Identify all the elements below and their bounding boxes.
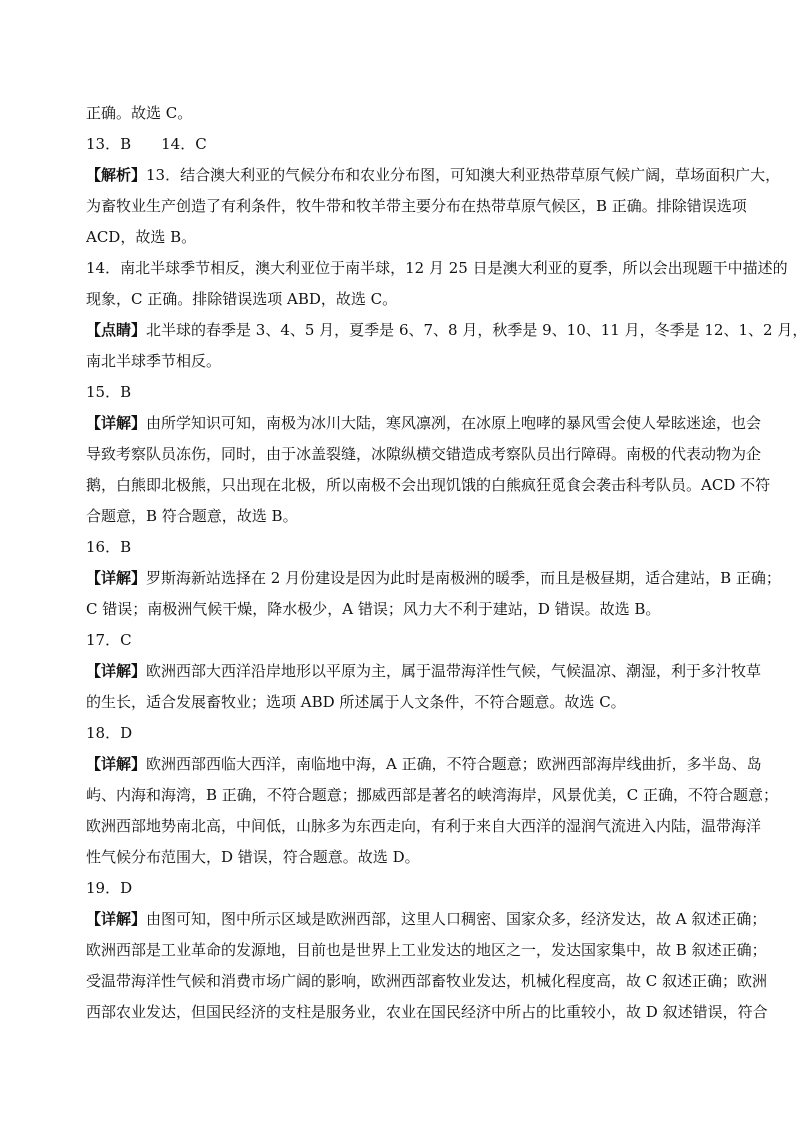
tip-line [86,315,807,346]
detail-line [86,749,762,780]
line-text: C 错误；南极洲气候干燥，降水极少，A 错误；风力大不利于建站，D 错误。故选 B。 [86,600,661,618]
line-text: 17．C [86,631,132,649]
line-text: 现象，C 正确。排除错误选项 ABD，故选 C。 [86,290,398,308]
line-text: 的生长，适合发展畜牧业；选项 ABD 所述属于人文条件，不符合题意。故选 C。 [86,693,626,711]
line-text: 合题意，B 符合题意，故选 B。 [86,507,298,525]
line-text: 欧洲西部是工业革命的发源地，目前也是世界上工业发达的地区之一，发达国家集中，故 B 叙述正确； [86,941,767,959]
detail-line [86,563,781,594]
line-text: 14．南北半球季节相反，澳大利亚位于南半球，12 月 25 日是澳大利亚的夏季，所以会出现题干中描述的 [86,259,788,277]
line-text: 13．B 14．C [86,135,207,153]
answer-line-15 [86,377,726,408]
section-tag: 【详解】 [86,569,147,587]
line-text: 屿、内海和海湾，B 正确，不符合题意；挪威西部是著名的峡湾海岸，风景优美，C 正确，不符合题意； [86,786,779,804]
line-text: 南北半球季节相反。 [86,352,222,370]
line-text: 北半球的春季是 3、4、5 月，夏季是 6、7、8 月，秋季是 9、10、11 月，冬季是 12、1、2 月， [146,321,807,339]
text-line [86,966,768,997]
section-tag: 【详解】 [86,662,147,680]
text-line [86,284,726,315]
answer-line-18 [86,718,726,749]
section-tag: 【解析】 [86,166,147,184]
section-tag: 【点睛】 [86,321,147,339]
text-line [86,842,726,873]
line-text: 由图可知，图中所示区域是欧洲西部，这里人口稠密、国家众多，经济发达，故 A 叙述正确； [146,910,767,928]
line-text: 导致考察队员冻伤，同时，由于冰盖裂缝，冰隙纵横交错造成考察队员出行障碍。南极的代表动物为企 [86,445,762,463]
line-text: 鹅，白熊即北极熊，只出现在北极，所以南极不会出现饥饿的白熊疯狂觅食会袭击科考队员。ACD 不符 [86,476,771,494]
detail-line [86,656,762,687]
line-text: 欧洲西部西临大西洋，南临地中海，A 正确，不符合题意；欧洲西部海岸线曲折，多半岛、岛 [146,755,762,773]
text-line [86,439,762,470]
line-text: 欧洲西部地势南北高，中间低，山脉多为东西走向，有利于来自大西洋的湿润气流进入内陆，温带海洋 [86,817,762,835]
analysis-line [86,160,781,191]
text-line-1 [86,98,726,129]
line-text: 15．B [86,383,132,401]
detail-line [86,408,762,439]
line-text: 16．B [86,538,132,556]
section-tag: 【详解】 [86,910,147,928]
line-text: 欧洲西部大西洋沿岸地形以平原为主，属于温带海洋性气候，气候温凉、潮湿，利于多汁牧草 [146,662,762,680]
text-line [86,594,726,625]
text-line [86,191,747,222]
detail-line [86,904,767,935]
text-line [86,222,726,253]
line-text: 19．D [86,879,133,897]
text-line [86,346,726,377]
line-text: 正确。故选 C。 [86,104,193,122]
text-line [86,780,779,811]
line-text: 18．D [86,724,133,742]
text-line [86,253,788,284]
line-text: ACD，故选 B。 [86,228,197,246]
line-text: 性气候分布范围大，D 错误，符合题意。故选 D。 [86,848,420,866]
answer-line-17 [86,625,726,656]
text-line [86,811,762,842]
line-text: 罗斯海新站选择在 2 月份建设是因为此时是南极洲的暖季，而且是极昼期，适合建站，B 正确； [146,569,781,587]
answer-line-16 [86,532,726,563]
text-line [86,935,767,966]
line-text: 为畜牧业生产创造了有利条件，牧牛带和牧羊带主要分布在热带草原气候区，B 正确。排除错误选项 [86,197,747,215]
answer-line-19 [86,873,726,904]
text-line [86,997,768,1028]
section-tag: 【详解】 [86,755,147,773]
text-line [86,470,771,501]
section-tag: 【详解】 [86,414,147,432]
text-line [86,687,726,718]
line-text: 西部农业发达，但国民经济的支柱是服务业，农业在国民经济中所占的比重较小，故 D 叙述错误，符合 [86,1003,768,1021]
line-text: 由所学知识可知，南极为冰川大陆，寒风凛冽，在冰原上咆哮的暴风雪会使人晕眩迷途，也会 [146,414,762,432]
line-text: 13．结合澳大利亚的气候分布和农业分布图，可知澳大利亚热带草原气候广阔，草场面积广大， [146,166,781,184]
line-text: 受温带海洋性气候和消费市场广阔的影响，欧洲西部畜牧业发达，机械化程度高，故 C 叙述正确；欧洲 [86,972,768,990]
answer-line-13-14 [86,129,726,160]
text-line [86,501,726,532]
